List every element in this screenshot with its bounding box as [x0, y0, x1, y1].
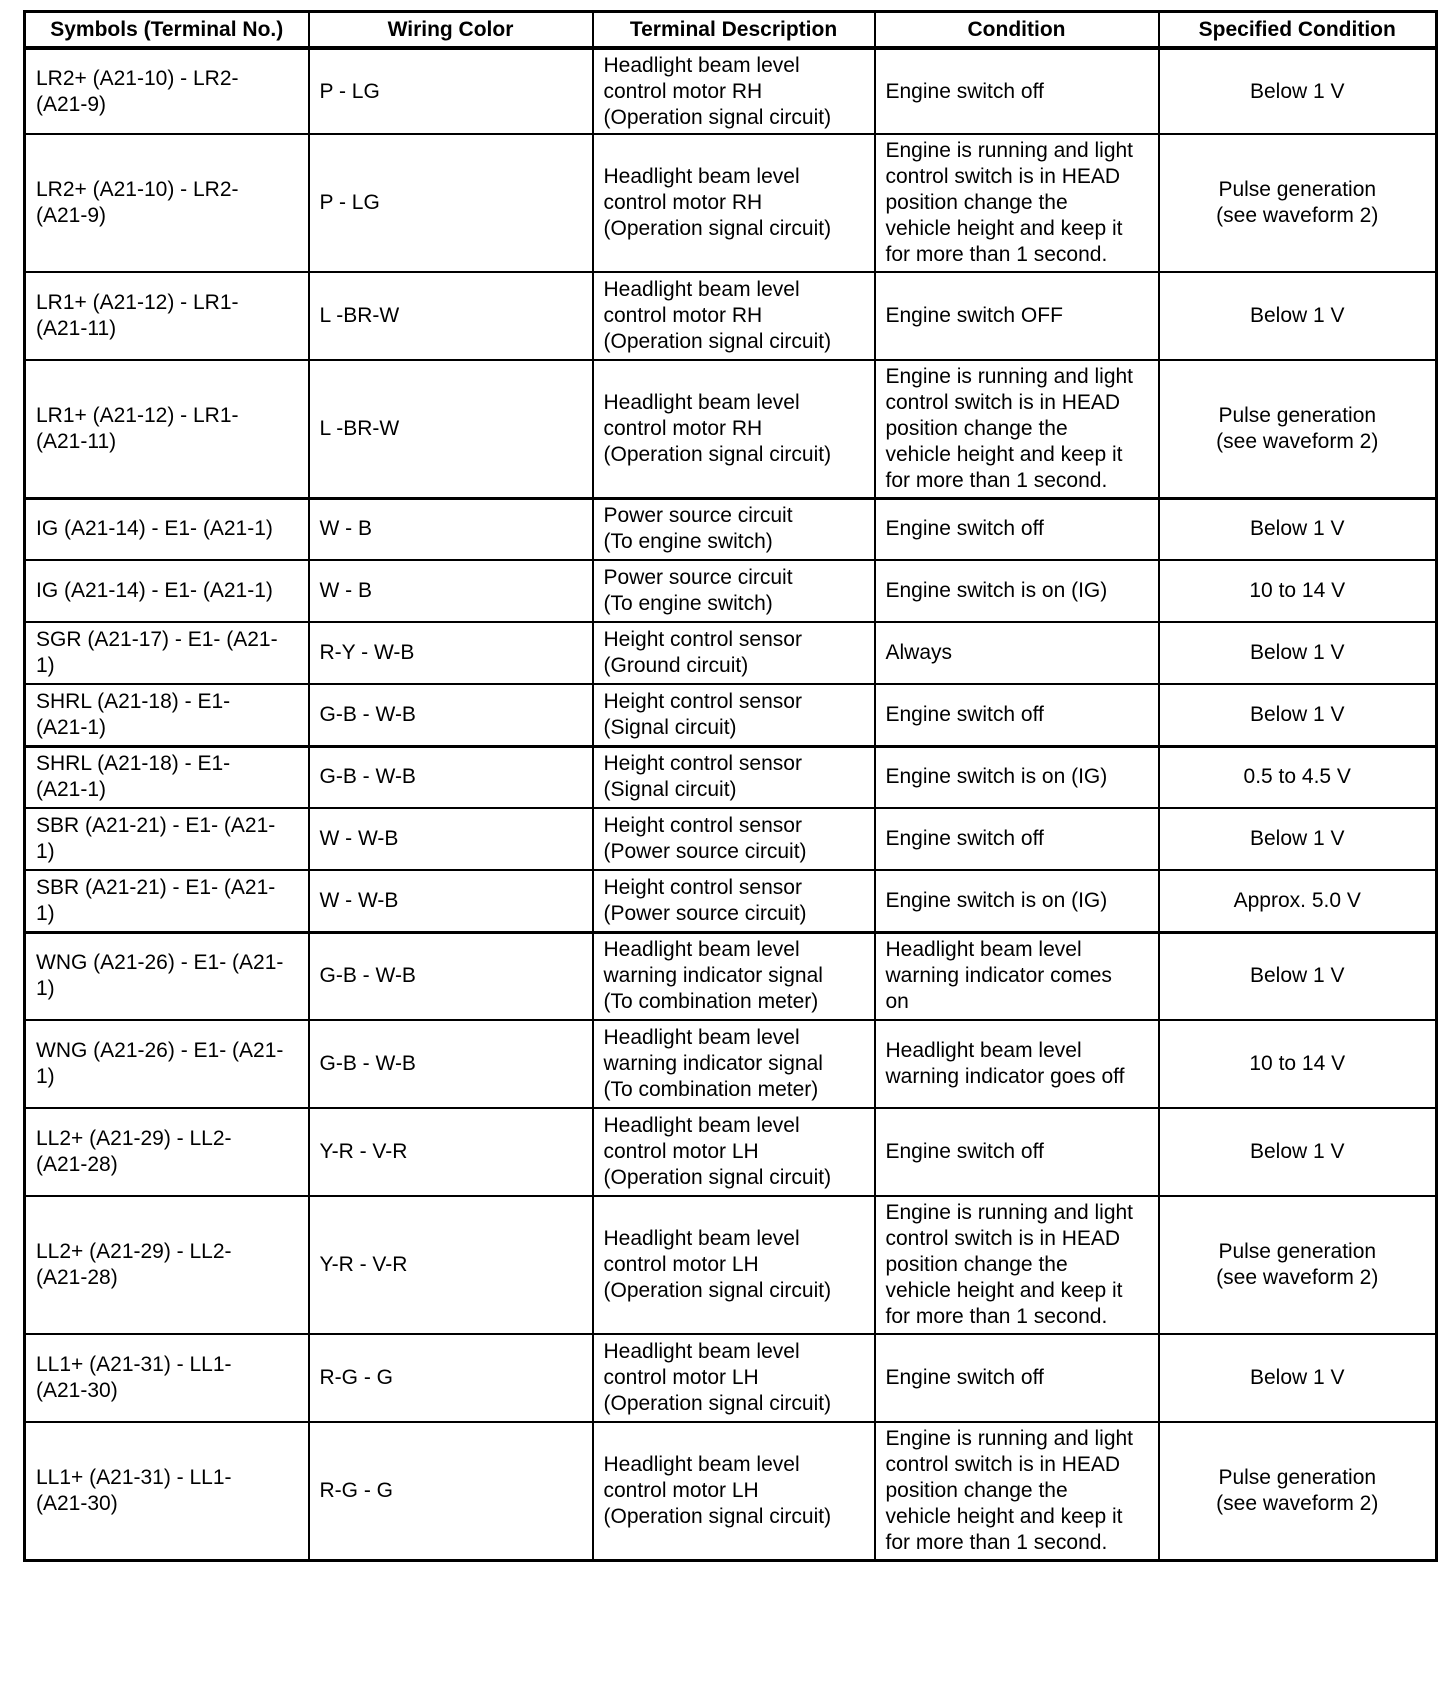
terminal-description-line: (Operation signal circuit) [603, 1166, 832, 1189]
wiring-color-cell [309, 1422, 593, 1560]
terminal-description-line: Power source circuit [603, 566, 793, 589]
condition-cell [875, 808, 1159, 870]
specified-condition-cell [1159, 1108, 1437, 1196]
symbol-line: (A21-9) [36, 204, 107, 227]
terminal-description-line: (To engine switch) [603, 530, 773, 554]
terminal-description-line: (Operation signal circuit) [603, 330, 832, 353]
symbol-line: SBR (A21-21) - E1- (A21- [36, 875, 276, 899]
specified-condition-cell [1159, 808, 1437, 870]
wiring-color-cell [309, 1020, 593, 1108]
specified-condition-cell [1159, 360, 1437, 498]
terminal-description-line: control motor LH [603, 1140, 759, 1163]
terminal-description-cell [593, 1334, 875, 1422]
terminal-description-line: control motor RH [603, 79, 763, 103]
symbol-cell [25, 498, 309, 560]
condition-cell [875, 498, 1159, 560]
condition-line: control switch is in HEAD [885, 390, 1121, 414]
symbol-line: LL1+ (A21-31) - LL1- [36, 1465, 232, 1489]
condition-line: position change the [885, 1253, 1068, 1276]
terminal-description-line: (Operation signal circuit) [603, 442, 832, 466]
condition-line: Engine switch off [885, 702, 1044, 726]
table-row [25, 48, 1437, 134]
symbol-cell [25, 622, 309, 684]
symbol-line: (A21-9) [36, 92, 107, 116]
wiring-color-line: W - B [319, 579, 372, 602]
specified-condition-cell [1159, 746, 1437, 808]
condition-line: Engine switch OFF [885, 304, 1063, 327]
specified-condition-cell [1159, 134, 1437, 272]
terminal-description-cell [593, 272, 875, 360]
header-terminal-description: Terminal Description [593, 12, 875, 49]
condition-line: Engine switch off [885, 1140, 1044, 1163]
condition-cell [875, 932, 1159, 1020]
symbol-cell [25, 1422, 309, 1560]
condition-cell [875, 48, 1159, 134]
table-row [25, 932, 1437, 1020]
terminal-description-line: Headlight beam level [603, 278, 800, 301]
symbol-cell [25, 1334, 309, 1422]
symbol-cell [25, 1020, 309, 1108]
terminal-description-line: (Power source circuit) [603, 901, 807, 925]
wiring-color-line: P - LG [319, 191, 380, 214]
wiring-color-cell [309, 932, 593, 1020]
specified-condition-line: Below 1 V [1249, 1366, 1345, 1389]
terminal-description-line: Headlight beam level [603, 1452, 800, 1476]
wiring-color-cell [309, 1334, 593, 1422]
table-row [25, 684, 1437, 746]
specified-condition-line: 10 to 14 V [1249, 579, 1346, 602]
wiring-color-line: Y-R - V-R [319, 1140, 408, 1163]
terminal-description-cell [593, 48, 875, 134]
terminal-description-line: (Operation signal circuit) [603, 1504, 832, 1528]
condition-cell [875, 1108, 1159, 1196]
symbol-line: LL2+ (A21-29) - LL2- [36, 1127, 232, 1150]
condition-line: for more than 1 second. [885, 1530, 1108, 1554]
specified-condition-cell [1159, 1334, 1437, 1422]
terminal-description-line: control motor RH [603, 304, 763, 327]
terminal-description-cell [593, 1108, 875, 1196]
terminal-description-cell [593, 1020, 875, 1108]
specified-condition-line: Below 1 V [1249, 641, 1345, 664]
terminal-description-cell [593, 622, 875, 684]
wiring-color-cell [309, 870, 593, 932]
symbol-line: (A21-30) [36, 1379, 118, 1402]
terminal-description-line: Headlight beam level [603, 53, 800, 77]
specified-condition-line: Below 1 V [1249, 79, 1345, 103]
table-row [25, 1422, 1437, 1560]
specified-condition-line: (see waveform 2) [1216, 1266, 1379, 1289]
condition-line: Engine switch off [885, 1366, 1044, 1389]
symbol-line: SGR (A21-17) - E1- (A21- [36, 628, 278, 651]
terminal-description-cell [593, 560, 875, 622]
terminal-description-cell [593, 870, 875, 932]
table-row [25, 622, 1437, 684]
symbol-line: LR1+ (A21-12) - LR1- [36, 403, 239, 427]
specified-condition-cell [1159, 684, 1437, 746]
symbol-line: LR2+ (A21-10) - LR2- [36, 66, 239, 90]
wiring-color-cell [309, 134, 593, 272]
terminal-inspection-table [23, 10, 1438, 1562]
specified-condition-line: Below 1 V [1249, 1140, 1345, 1163]
condition-line: Headlight beam level [885, 1039, 1082, 1062]
terminal-description-line: (Operation signal circuit) [603, 1279, 832, 1302]
specified-condition-line: Pulse generation [1218, 178, 1377, 201]
symbol-line: 1) [36, 1065, 55, 1088]
table-row [25, 360, 1437, 498]
terminal-description-line: Headlight beam level [603, 938, 800, 962]
terminal-description-line: (To combination meter) [603, 1078, 819, 1101]
terminal-description-line: Headlight beam level [603, 165, 800, 188]
table-row [25, 1108, 1437, 1196]
specified-condition-line: (see waveform 2) [1216, 1491, 1379, 1515]
specified-condition-line: Below 1 V [1249, 517, 1345, 541]
condition-line: position change the [885, 1478, 1068, 1502]
terminal-description-cell [593, 746, 875, 808]
symbol-line: (A21-11) [36, 317, 117, 340]
symbol-cell [25, 560, 309, 622]
symbol-line: (A21-28) [36, 1153, 118, 1176]
specified-condition-line: Pulse generation [1218, 1240, 1377, 1263]
condition-line: for more than 1 second. [885, 468, 1108, 492]
condition-line: Engine is running and light [885, 1426, 1134, 1450]
symbol-line: 1) [36, 840, 55, 863]
wiring-color-line: G-B - W-B [319, 1052, 416, 1075]
specified-condition-line: Below 1 V [1249, 702, 1345, 726]
condition-line: warning indicator goes off [885, 1065, 1125, 1088]
symbol-line: LR2+ (A21-10) - LR2- [36, 178, 239, 201]
specified-condition-line: Below 1 V [1249, 964, 1345, 988]
terminal-description-line: (To combination meter) [603, 990, 819, 1014]
terminal-description-line: Height control sensor [603, 689, 802, 713]
symbol-line: WNG (A21-26) - E1- (A21- [36, 951, 284, 975]
symbol-line: IG (A21-14) - E1- (A21-1) [36, 517, 273, 541]
condition-line: position change the [885, 191, 1068, 214]
condition-line: position change the [885, 416, 1068, 440]
wiring-color-cell [309, 808, 593, 870]
terminal-description-cell [593, 360, 875, 498]
wiring-color-cell [309, 1108, 593, 1196]
table-row [25, 272, 1437, 360]
wiring-color-line: W - W-B [319, 827, 399, 850]
header-row [25, 12, 1437, 49]
wiring-color-line: G-B - W-B [319, 702, 416, 726]
specified-condition-line: Pulse generation [1218, 403, 1377, 427]
terminal-description-line: Headlight beam level [603, 390, 800, 414]
symbol-cell [25, 134, 309, 272]
terminal-description-cell [593, 1422, 875, 1560]
symbol-line: SHRL (A21-18) - E1- [36, 689, 231, 713]
condition-cell [875, 272, 1159, 360]
specified-condition-line: Pulse generation [1218, 1465, 1377, 1489]
header-specified-condition: Specified Condition [1159, 12, 1437, 49]
table-body [25, 48, 1437, 1560]
header-symbols: Symbols (Terminal No.) [25, 12, 309, 49]
wiring-color-line: G-B - W-B [319, 765, 416, 789]
symbol-line: (A21-1) [36, 778, 107, 802]
terminal-description-line: control motor LH [603, 1366, 759, 1389]
terminal-description-line: control motor LH [603, 1478, 759, 1502]
wiring-color-cell [309, 272, 593, 360]
symbol-line: 1) [36, 977, 55, 1001]
condition-line: Engine switch off [885, 79, 1044, 103]
table-row [25, 1020, 1437, 1108]
condition-line: vehicle height and keep it [885, 1504, 1123, 1528]
table-row [25, 808, 1437, 870]
condition-cell [875, 622, 1159, 684]
terminal-description-cell [593, 498, 875, 560]
condition-line: Engine switch is on (IG) [885, 579, 1108, 602]
terminal-description-line: Headlight beam level [603, 1114, 800, 1137]
condition-line: Headlight beam level [885, 938, 1082, 962]
terminal-description-cell [593, 932, 875, 1020]
symbol-cell [25, 684, 309, 746]
table-row [25, 746, 1437, 808]
symbol-line: LL1+ (A21-31) - LL1- [36, 1353, 232, 1376]
condition-line: for more than 1 second. [885, 1305, 1108, 1328]
table-row [25, 1334, 1437, 1422]
terminal-description-line: Headlight beam level [603, 1026, 800, 1049]
wiring-color-line: W - B [319, 517, 372, 541]
terminal-description-cell [593, 134, 875, 272]
terminal-description-line: control motor RH [603, 416, 763, 440]
specified-condition-cell [1159, 498, 1437, 560]
wiring-color-cell [309, 1196, 593, 1334]
terminal-table-container [23, 10, 1438, 1562]
symbol-line: LR1+ (A21-12) - LR1- [36, 291, 239, 314]
specified-condition-line: Approx. 5.0 V [1233, 888, 1361, 912]
specified-condition-cell [1159, 1020, 1437, 1108]
symbol-cell [25, 1108, 309, 1196]
condition-line: Engine is running and light [885, 364, 1134, 388]
wiring-color-line: L -BR-W [319, 416, 400, 440]
wiring-color-line: R-G - G [319, 1366, 393, 1389]
terminal-description-line: (Signal circuit) [603, 715, 737, 739]
symbol-cell [25, 746, 309, 808]
wiring-color-line: G-B - W-B [319, 964, 416, 988]
terminal-description-line: control motor RH [603, 191, 763, 214]
wiring-color-line: W - W-B [319, 888, 399, 912]
specified-condition-cell [1159, 272, 1437, 360]
symbol-cell [25, 360, 309, 498]
condition-cell [875, 746, 1159, 808]
terminal-description-line: Height control sensor [603, 814, 802, 837]
condition-line: Engine is running and light [885, 1201, 1134, 1224]
condition-line: vehicle height and keep it [885, 217, 1123, 240]
condition-line: Always [885, 641, 953, 664]
wiring-color-cell [309, 746, 593, 808]
specified-condition-line: (see waveform 2) [1216, 429, 1379, 453]
condition-cell [875, 1334, 1159, 1422]
condition-line: control switch is in HEAD [885, 1452, 1121, 1476]
wiring-color-cell [309, 622, 593, 684]
wiring-color-line: Y-R - V-R [319, 1253, 408, 1276]
wiring-color-cell [309, 360, 593, 498]
header-wiring-color: Wiring Color [309, 12, 593, 49]
terminal-description-line: control motor LH [603, 1253, 759, 1276]
terminal-description-line: Headlight beam level [603, 1227, 800, 1250]
specified-condition-line: 0.5 to 4.5 V [1243, 765, 1351, 789]
specified-condition-cell [1159, 932, 1437, 1020]
table-row [25, 1196, 1437, 1334]
terminal-description-line: warning indicator signal [603, 1052, 823, 1075]
terminal-description-line: (To engine switch) [603, 592, 773, 615]
condition-line: Engine is running and light [885, 139, 1134, 162]
table-row [25, 870, 1437, 932]
terminal-description-line: (Operation signal circuit) [603, 105, 832, 129]
condition-cell [875, 684, 1159, 746]
terminal-description-line: (Signal circuit) [603, 778, 737, 802]
condition-cell [875, 1422, 1159, 1560]
specified-condition-cell [1159, 560, 1437, 622]
wiring-color-cell [309, 498, 593, 560]
table-row [25, 560, 1437, 622]
symbol-cell [25, 1196, 309, 1334]
specified-condition-cell [1159, 622, 1437, 684]
terminal-description-line: Power source circuit [603, 504, 793, 528]
condition-line: Engine switch is on (IG) [885, 888, 1108, 912]
wiring-color-line: P - LG [319, 79, 380, 103]
wiring-color-cell [309, 684, 593, 746]
condition-cell [875, 134, 1159, 272]
terminal-description-line: (Operation signal circuit) [603, 1392, 832, 1415]
condition-line: control switch is in HEAD [885, 165, 1121, 188]
condition-cell [875, 360, 1159, 498]
wiring-color-line: R-Y - W-B [319, 641, 415, 664]
condition-line: for more than 1 second. [885, 243, 1108, 266]
symbol-line: 1) [36, 654, 55, 677]
symbol-line: IG (A21-14) - E1- (A21-1) [36, 579, 273, 602]
condition-line: control switch is in HEAD [885, 1227, 1121, 1250]
condition-line: vehicle height and keep it [885, 1279, 1123, 1302]
symbol-cell [25, 870, 309, 932]
specified-condition-line: 10 to 14 V [1249, 1052, 1346, 1075]
table-row [25, 498, 1437, 560]
symbol-line: (A21-1) [36, 715, 107, 739]
specified-condition-line: Below 1 V [1249, 304, 1345, 327]
symbol-line: (A21-28) [36, 1266, 118, 1289]
terminal-description-line: Headlight beam level [603, 1340, 800, 1363]
symbol-line: 1) [36, 901, 55, 925]
condition-cell [875, 1020, 1159, 1108]
symbol-line: (A21-30) [36, 1491, 118, 1515]
condition-line: warning indicator comes [885, 964, 1112, 988]
condition-line: Engine switch is on (IG) [885, 765, 1108, 789]
symbol-cell [25, 272, 309, 360]
specified-condition-cell [1159, 48, 1437, 134]
symbol-line: WNG (A21-26) - E1- (A21- [36, 1039, 284, 1062]
condition-line: Engine switch off [885, 517, 1044, 541]
wiring-color-line: L -BR-W [319, 304, 400, 327]
terminal-description-line: (Operation signal circuit) [603, 217, 832, 240]
specified-condition-cell [1159, 1422, 1437, 1560]
symbol-cell [25, 808, 309, 870]
specified-condition-cell [1159, 1196, 1437, 1334]
terminal-description-line: Height control sensor [603, 752, 802, 776]
wiring-color-cell [309, 560, 593, 622]
specified-condition-line: (see waveform 2) [1216, 204, 1379, 227]
wiring-color-line: R-G - G [319, 1478, 393, 1502]
condition-cell [875, 560, 1159, 622]
condition-line: vehicle height and keep it [885, 442, 1123, 466]
terminal-description-cell [593, 1196, 875, 1334]
symbol-cell [25, 48, 309, 134]
condition-cell [875, 870, 1159, 932]
header-condition: Condition [875, 12, 1159, 49]
terminal-description-line: (Power source circuit) [603, 840, 807, 863]
condition-cell [875, 1196, 1159, 1334]
condition-line: on [885, 990, 909, 1014]
specified-condition-line: Below 1 V [1249, 827, 1345, 850]
terminal-description-line: warning indicator signal [603, 964, 823, 988]
condition-line: Engine switch off [885, 827, 1044, 850]
table-row [25, 134, 1437, 272]
specified-condition-cell [1159, 870, 1437, 932]
wiring-color-cell [309, 48, 593, 134]
symbol-cell [25, 932, 309, 1020]
terminal-description-cell [593, 808, 875, 870]
terminal-description-line: (Ground circuit) [603, 654, 749, 677]
terminal-description-line: Height control sensor [603, 875, 802, 899]
symbol-line: SHRL (A21-18) - E1- [36, 752, 231, 776]
terminal-description-cell [593, 684, 875, 746]
symbol-line: SBR (A21-21) - E1- (A21- [36, 814, 276, 837]
symbol-line: LL2+ (A21-29) - LL2- [36, 1240, 232, 1263]
terminal-description-line: Height control sensor [603, 628, 802, 651]
symbol-line: (A21-11) [36, 429, 117, 453]
